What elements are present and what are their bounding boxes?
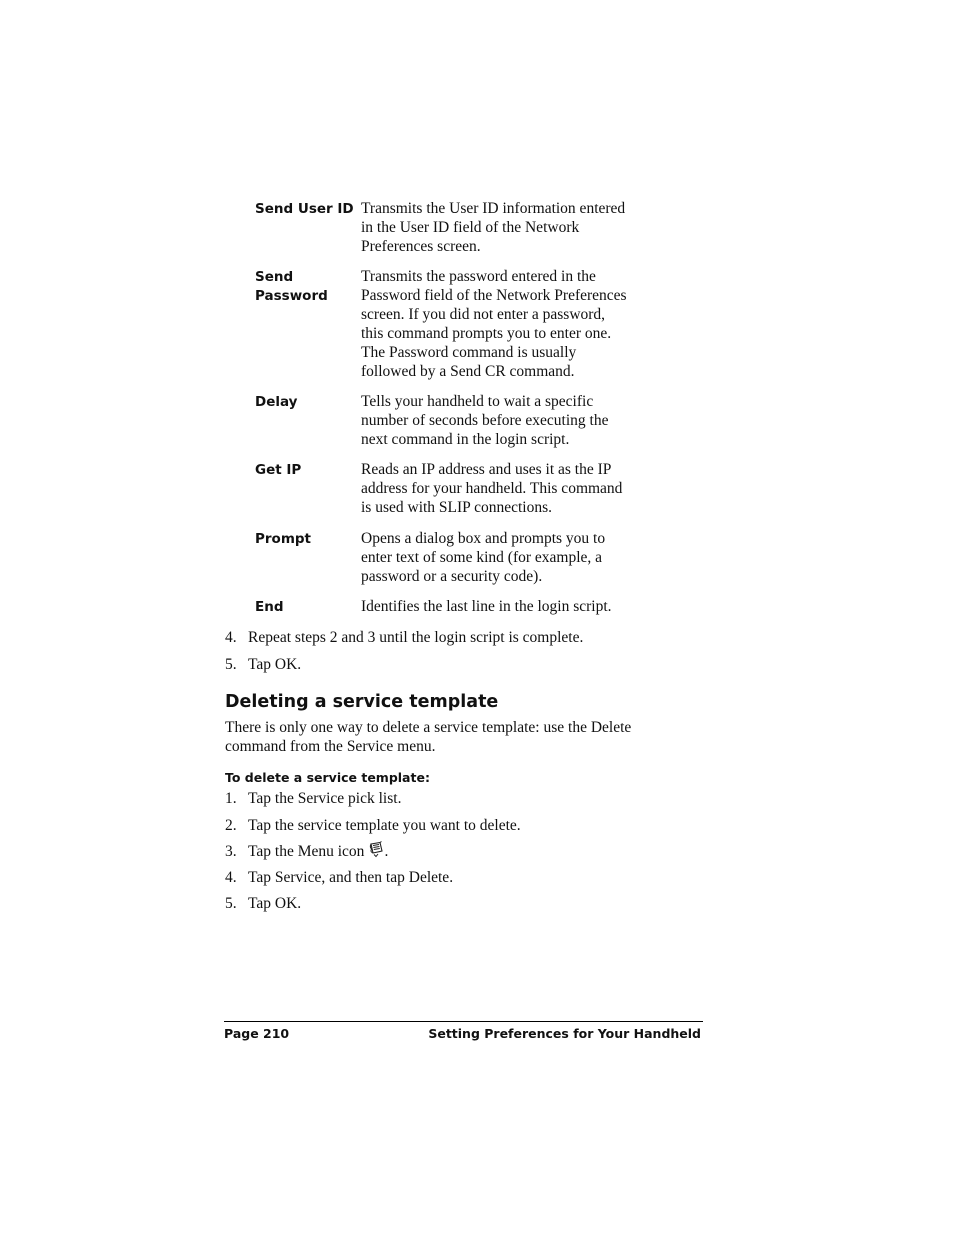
list-item <box>225 868 453 887</box>
command-item <box>255 460 675 517</box>
command-term: Send User ID <box>255 201 354 217</box>
command-description: Tells your handheld to wait a specific number of seconds before executing the next command in the login script. <box>361 393 609 448</box>
step-number: 4. <box>225 629 237 646</box>
command-item <box>255 267 675 381</box>
command-item <box>255 392 675 449</box>
command-item <box>255 597 675 616</box>
chapter-title: Setting Preferences for Your Handheld <box>428 1026 701 1041</box>
step-text: Repeat steps 2 and 3 until the login script is complete. <box>248 629 584 646</box>
step-number: 3. <box>225 843 237 860</box>
command-term: Delay <box>255 394 298 410</box>
list-item <box>225 894 301 913</box>
step-text: Tap the Menu icon <box>248 843 365 860</box>
list-item <box>225 628 583 647</box>
step-number: 5. <box>225 895 237 912</box>
step-text: Tap OK. <box>248 656 302 673</box>
step-number: 4. <box>225 869 237 886</box>
step-text: Tap OK. <box>248 895 302 912</box>
step-number: 2. <box>225 817 237 834</box>
section-heading: Deleting a service template <box>225 692 499 712</box>
command-term: Prompt <box>255 531 312 547</box>
command-item <box>255 199 675 256</box>
command-description: Transmits the password entered in the Password field of the Network Preferences screen. If you did not enter a password, this command prompts you to enter one. The Password command is usually followed by a Send CR command. <box>361 268 627 380</box>
command-description: Transmits the User ID information entered in the User ID field of the Network Preferences screen. <box>361 200 626 255</box>
section-intro: There is only one way to delete a service template: use the Delete command from the Service menu. <box>225 719 632 755</box>
command-description: Identifies the last line in the login script. <box>361 598 612 615</box>
command-item <box>255 529 675 586</box>
command-term: End <box>255 599 284 615</box>
step-text: Tap Service, and then tap Delete. <box>248 869 454 886</box>
step-text: Tap the service template you want to delete. <box>248 817 521 834</box>
command-description: Opens a dialog box and prompts you to enter text of some kind (for example, a password or a security code). <box>361 530 606 585</box>
command-term: Send Password <box>255 269 328 304</box>
procedure-heading: To delete a service template: <box>225 770 430 785</box>
step-number: 5. <box>225 656 237 673</box>
page-number: Page 210 <box>224 1026 290 1041</box>
step-text: Tap the Service pick list. <box>248 790 402 807</box>
step-number: 1. <box>225 790 237 807</box>
list-item <box>225 816 521 835</box>
menu-icon <box>368 841 384 858</box>
command-term: Get IP <box>255 462 302 478</box>
list-item <box>225 655 301 674</box>
step-suffix: . <box>384 843 389 860</box>
command-description: Reads an IP address and uses it as the IP address for your handheld. This command is used with SLIP connections. <box>361 461 623 516</box>
list-item <box>225 789 401 808</box>
list-item <box>225 841 388 861</box>
footer-divider <box>224 1021 703 1022</box>
